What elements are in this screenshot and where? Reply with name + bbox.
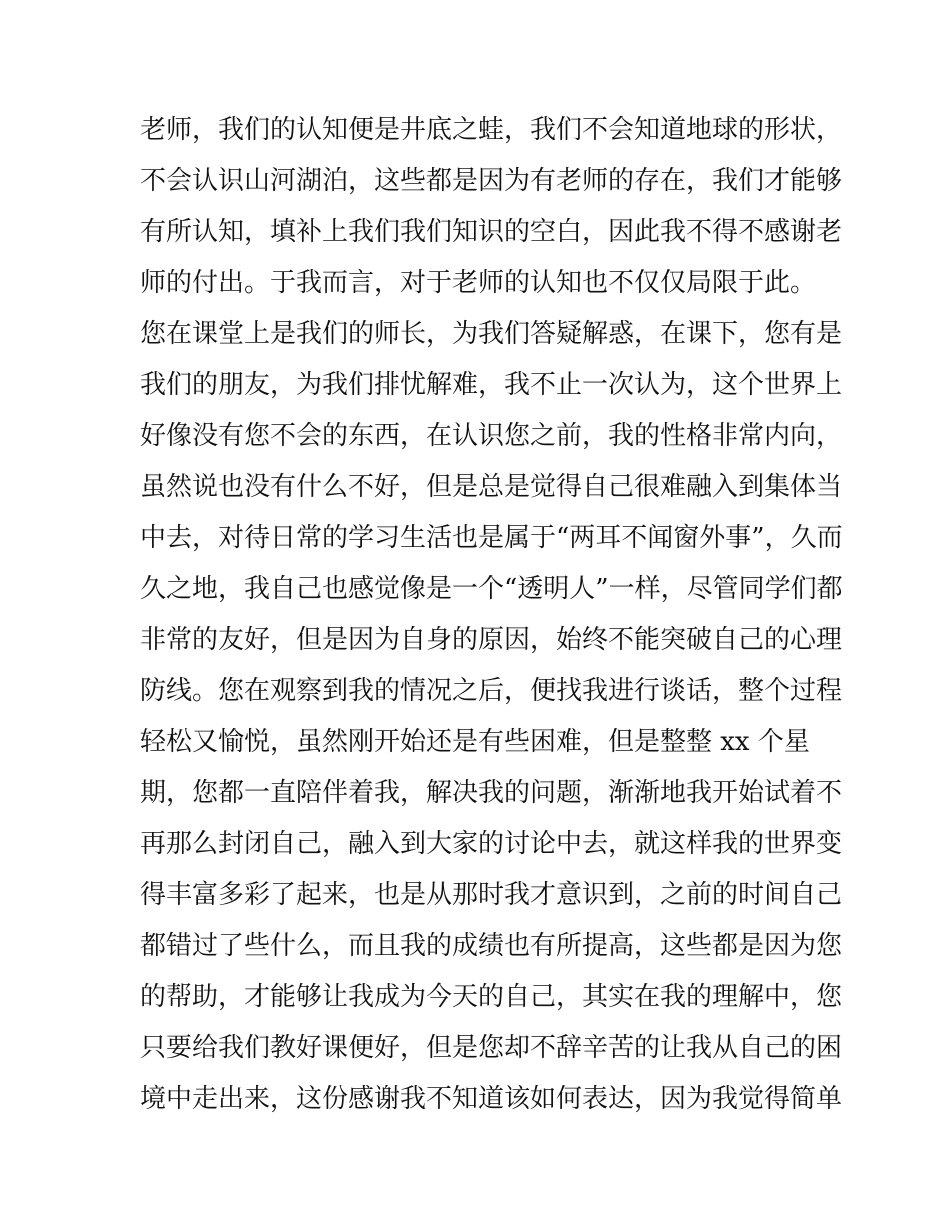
text-line-15: 再那么封闭自己，融入到大家的讨论中去，就这样我的世界变 xyxy=(140,829,843,859)
text-line-9: 中去，对待日常的学习生活也是属于“两耳不闻窗外事”，久而 xyxy=(140,523,843,553)
text-line-10: 久之地，我自己也感觉像是一个“透明人”一样，尽管同学们都 xyxy=(140,574,843,604)
text-line-7: 好像没有您不会的东西，在认识您之前，我的性格非常内向， xyxy=(140,421,843,451)
text-line-8: 虽然说也没有什么不好，但是总是觉得自己很难融入到集体当 xyxy=(140,472,843,502)
text-line-11: 非常的友好，但是因为自身的原因，始终不能突破自己的心理 xyxy=(140,625,843,655)
text-line-19: 只要给我们教好课便好，但是您却不辞辛苦的让我从自己的困 xyxy=(140,1033,843,1063)
text-line-14: 期，您都一直陪伴着我，解决我的问题，渐渐地我开始试着不 xyxy=(140,778,843,808)
text-line-20: 境中走出来，这份感谢我不知道该如何表达，因为我觉得简单 xyxy=(140,1084,843,1114)
document-body xyxy=(140,105,843,1125)
text-line-3: 有所认知，填补上我们我们知识的空白，因此我不得不感谢老 xyxy=(140,217,843,247)
text-line-18: 的帮助，才能够让我成为今天的自己，其实在我的理解中，您 xyxy=(140,982,843,1012)
text-line-5: 您在课堂上是我们的师长，为我们答疑解惑，在课下，您有是 xyxy=(140,319,843,349)
text-line-16: 得丰富多彩了起来，也是从那时我才意识到，之前的时间自己 xyxy=(140,880,843,910)
text-line-4: 师的付出。于我而言，对于老师的认知也不仅仅局限于此。 xyxy=(140,268,817,298)
text-line-12: 防线。您在观察到我的情况之后，便找我进行谈话，整个过程 xyxy=(140,676,843,706)
text-line-6: 我们的朋友，为我们排忧解难，我不止一次认为，这个世界上 xyxy=(140,370,843,400)
text-line-2: 不会认识山河湖泊，这些都是因为有老师的存在，我们才能够 xyxy=(140,166,843,196)
text-line-1: 老师，我们的认知便是井底之蛙，我们不会知道地球的形状， xyxy=(140,115,843,145)
text-line-13: 轻松又愉悦，虽然刚开始还是有些困难，但是整整 xx 个星 xyxy=(140,727,810,757)
text-line-17: 都错过了些什么，而且我的成绩也有所提高，这些都是因为您 xyxy=(140,931,843,961)
